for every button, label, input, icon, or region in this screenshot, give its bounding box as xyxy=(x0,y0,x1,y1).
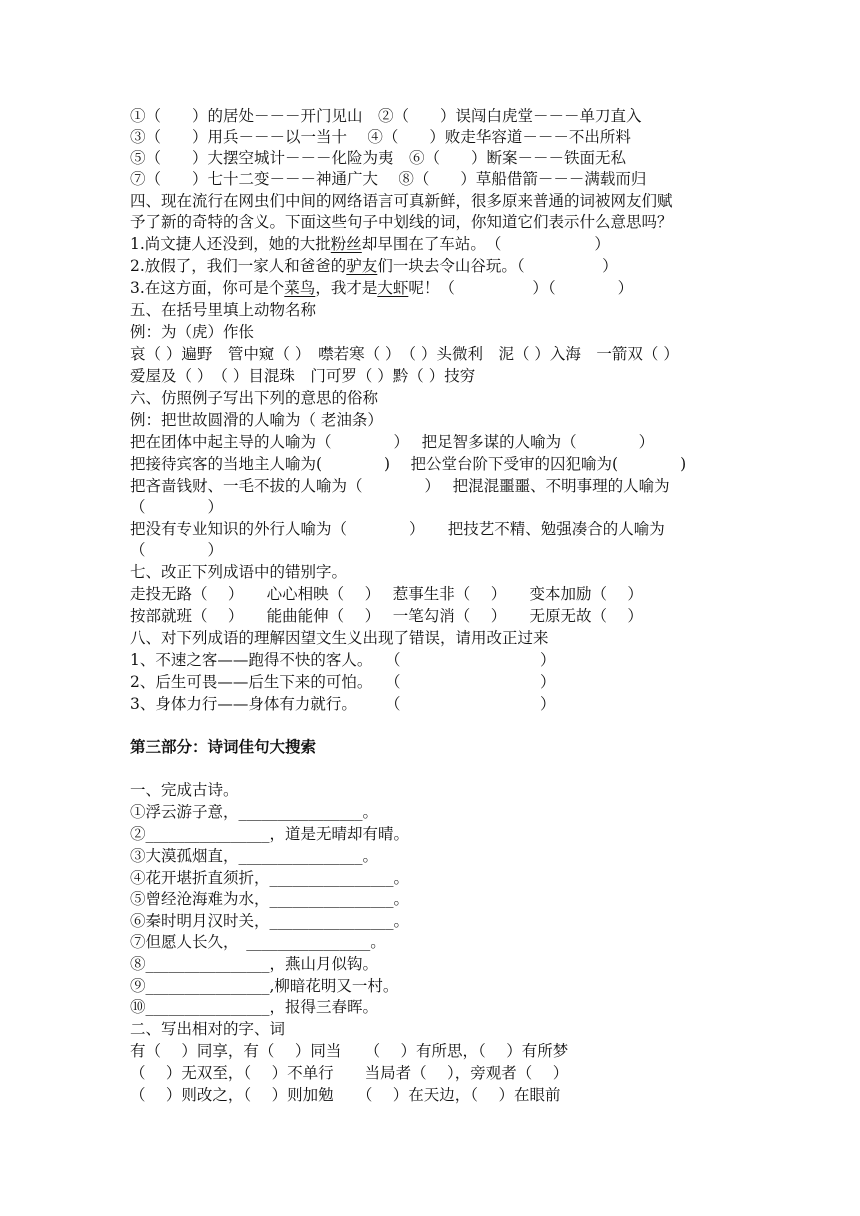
underlined-word: 粉丝 xyxy=(330,235,362,253)
poem-line: ⑧________________，燕山月似钩。 xyxy=(130,955,379,973)
q4-title: 四、现在流行在网虫们中间的网络语言可真新鲜，很多原来普通的词被网友们赋 xyxy=(130,192,673,210)
q6-line: 把吝啬钱财、一毛不拔的人喻为（ ） 把混混噩噩、不明事理的人喻为 xyxy=(130,477,670,495)
q6-example: 例：把世故圆滑的人喻为（ 老油条） xyxy=(130,411,383,429)
q8-line: 2、后生可畏——后生下来的可怕。 （ ） xyxy=(130,673,556,691)
underlined-word: 大虾 xyxy=(377,279,409,297)
idiom-line: ③（ ）用兵－－－以一当十 ④（ ）败走华容道－－－不出所料 xyxy=(130,128,631,146)
poem-section-title: 一、完成古诗。 xyxy=(130,781,239,799)
pairs-line: （ ）无双至，（ ）不单行 当局者（ ），旁观者（ ） xyxy=(130,1064,569,1082)
q7-title: 七、改正下列成语中的错别字。 xyxy=(130,563,348,581)
poem-line: ⑦但愿人长久， ________________。 xyxy=(130,933,386,951)
q4-sentence-3 xyxy=(130,278,633,298)
underlined-word: 菜鸟 xyxy=(284,279,316,297)
q4-sentence-2 xyxy=(130,256,618,276)
q6-line: 把接待宾客的当地主人喻为( ) 把公堂台阶下受审的囚犯喻为( ) xyxy=(130,455,687,473)
q6-line-cont: （ ） xyxy=(130,498,224,516)
pairs-line: 有（ ）同享，有（ ）同当 （ ）有所思，（ ）有所梦 xyxy=(130,1042,569,1060)
sentence-text: 2.放假了，我们一家人和爸爸的 xyxy=(130,257,347,275)
poem-line: ④花开堪折直须折，________________。 xyxy=(130,869,410,887)
q8-line: 3、身体力行——身体有力就行。 （ ） xyxy=(130,695,556,713)
sentence-text: 1.尚文捷人还没到，她的大批 xyxy=(130,235,331,253)
q6-line-cont: （ ） xyxy=(130,541,224,559)
q6-line: 把没有专业知识的外行人喻为（ ） 把技艺不精、勉强凑合的人喻为 xyxy=(130,520,665,538)
q8-line: 1、不速之客——跑得不快的客人。 （ ） xyxy=(130,651,556,669)
sentence-text: 却早围在了车站。 （ ） xyxy=(361,235,610,253)
poem-line: ⑥秦时明月汉时关，________________。 xyxy=(130,912,410,930)
q5-line: 哀（ ）遍野 管中窥（ ） 噤若寒（ ） （ ）头微利 泥（ ）入海 一箭双（ ） xyxy=(130,345,679,363)
pairs-line: （ ）则改之，（ ）则加勉 （ ）在天边，（ ）在眼前 xyxy=(130,1086,561,1104)
q5-line: 爱屋及（ ） （ ）目混珠 门可罗（ ）黔（ ）技穷 xyxy=(130,367,476,385)
q7-line: 按部就班（ ） 能曲能伸（ ） 一笔勾消（ ） 无原无故（ ） xyxy=(130,607,643,625)
q6-title: 六、仿照例子写出下列的意思的俗称 xyxy=(130,389,379,407)
sentence-text: 呢！（ ）（ ） xyxy=(408,279,634,297)
q6-line: 把在团体中起主导的人喻为（ ） 把足智多谋的人喻为（ ） xyxy=(130,433,655,451)
idiom-line: ①（ ）的居处－－－开门见山 ②（ ）误闯白虎堂－－－单刀直入 xyxy=(130,107,642,125)
sentence-text: 们一块去令山谷玩。（ ） xyxy=(377,257,618,275)
underlined-word: 驴友 xyxy=(346,257,378,275)
sentence-text: 3.在这方面，你可是个 xyxy=(130,279,285,297)
q4-title-cont: 予了新的奇特的含义。下面这些句子中划线的词，你知道它们表示什么意思吗？ xyxy=(130,213,673,231)
poem-line: ⑩________________，报得三春晖。 xyxy=(130,998,379,1016)
poem-line: ②________________，道是无晴却有晴。 xyxy=(130,825,410,843)
q4-sentence-1 xyxy=(130,234,610,254)
q8-title: 八、对下列成语的理解因望文生义出现了错误，请用改正过来 xyxy=(130,629,549,647)
part3-heading: 第三部分：诗词佳句大搜索 xyxy=(130,738,317,756)
idiom-line: ⑦（ ）七十二变－－－神通广大 ⑧（ ）草船借箭－－－满载而归 xyxy=(130,170,647,188)
poem-line: ①浮云游子意，________________。 xyxy=(130,803,379,821)
poem-line: ⑨________________,柳暗花明又一村。 xyxy=(130,977,399,995)
poem-line: ③大漠孤烟直，________________。 xyxy=(130,847,379,865)
poem-line: ⑤曾经沧海难为水，________________。 xyxy=(130,890,410,908)
idiom-line: ⑤（ ）大摆空城计－－－化险为夷 ⑥（ ）断案－－－铁面无私 xyxy=(130,149,627,167)
q5-title: 五、在括号里填上动物名称 xyxy=(130,301,317,319)
pairs-section-title: 二、写出相对的字、词 xyxy=(130,1020,286,1038)
q5-example: 例：为（虎）作伥 xyxy=(130,323,255,341)
sentence-text: ，我才是 xyxy=(315,279,378,297)
q7-line: 走投无路（ ） 心心相映（ ） 惹事生非（ ） 变本加励（ ） xyxy=(130,585,643,603)
